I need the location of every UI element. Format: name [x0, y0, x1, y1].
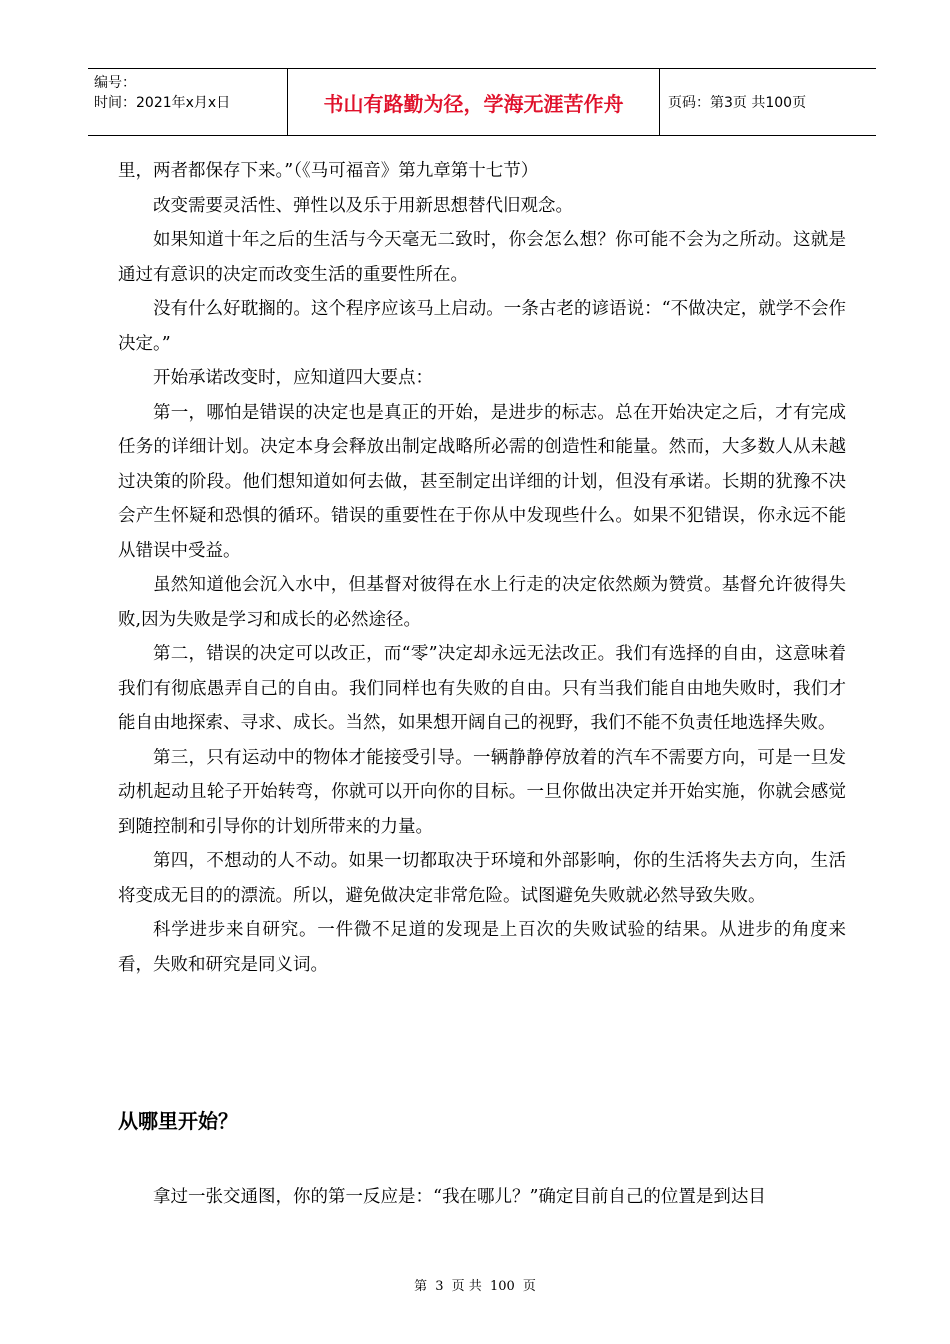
paragraph: 没有什么好耽搁的。这个程序应该马上启动。一条古老的谚语说：“不做决定，就学不会作决定。” — [118, 299, 846, 354]
page-footer — [0, 1275, 950, 1294]
paragraph: 虽然知道他会沉入水中，但基督对彼得在水上行走的决定依然颇为赞赏。基督允许彼得失败,因为失败是学习和成长的必然途径。 — [118, 575, 846, 630]
body-text — [118, 154, 846, 982]
page-header — [88, 68, 876, 136]
footer-mid: 页 共 — [451, 1279, 482, 1294]
paragraph: 第二，错误的决定可以改正，而“零”决定却永远无法改正。我们有选择的自由，这意味着我们有彻底愚弄自己的自由。我们同样也有失败的自由。只有当我们能自由地失败时，我们才能自由地探索、寻求、成长。当然，如果想开阔自己的视野，我们不能不负责任地选择失败。 — [118, 644, 846, 733]
header-motto: 书山有路勤为径，学海无涯苦作舟 — [288, 69, 660, 135]
footer-suffix: 页 — [522, 1279, 536, 1294]
footer-prefix: 第 — [414, 1279, 428, 1294]
paragraph: 拿过一张交通图，你的第一反应是：“我在哪儿？”确定目前自己的位置是到达目 — [153, 1187, 766, 1207]
paragraph: 开始承诺改变时，应知道四大要点： — [153, 368, 433, 388]
header-meta-cell — [88, 69, 288, 135]
number-label: 编号： — [94, 75, 136, 91]
footer-total-pages: 100 — [489, 1279, 515, 1294]
paragraph: 改变需要灵活性、弹性以及乐于用新思想替代旧观念。 — [153, 195, 573, 216]
paragraph: 第三，只有运动中的物体才能接受引导。一辆静静停放着的汽车不需要方向，可是一旦发动机起动且轮子开始转弯，你就可以开向你的目标。一旦你做出决定并开始实施，你就会感觉到随控制和引导你的计划所带来的力量。 — [118, 747, 846, 837]
paragraph: 如果知道十年之后的生活与今天毫无二致时，你会怎么想？你可能不会为之所动。这就是通过有意识的决定而改变生活的重要性所在。 — [118, 230, 846, 285]
section-heading: 从哪里开始？ — [118, 1109, 238, 1133]
footer-page-number: 3 — [435, 1279, 444, 1294]
time-label: 时间：2021年x月x日 — [94, 95, 231, 111]
paragraph: 里，两者都保存下来。”（《马可福音》第九章第十七节） — [118, 161, 539, 181]
header-page-info: 页码：第3页 共100页 — [668, 95, 807, 111]
paragraph: 第四，不想动的人不动。如果一切都取决于环境和外部影响，你的生活将失去方向，生活将变成无目的的漂流。所以，避免做决定非常危险。试图避免失败就必然导致失败。 — [118, 851, 846, 906]
paragraph: 科学进步来自研究。一件微不足道的发现是上百次的失败试验的结果。从进步的角度来看，失败和研究是同义词。 — [118, 920, 846, 975]
paragraph: 第一，哪怕是错误的决定也是真正的开始，是进步的标志。总在开始决定之后，才有完成任务的详细计划。决定本身会释放出制定战略所必需的创造性和能量。然而，大多数人从未越过决策的阶段。他们想知道如何去做，甚至制定出详细的计划，但没有承诺。长期的犹豫不决会产生怀疑和恐惧的循环。错误的重要性在于你从中发现些什么。如果不犯错误，你永远不能从错误中受益。 — [118, 402, 846, 561]
